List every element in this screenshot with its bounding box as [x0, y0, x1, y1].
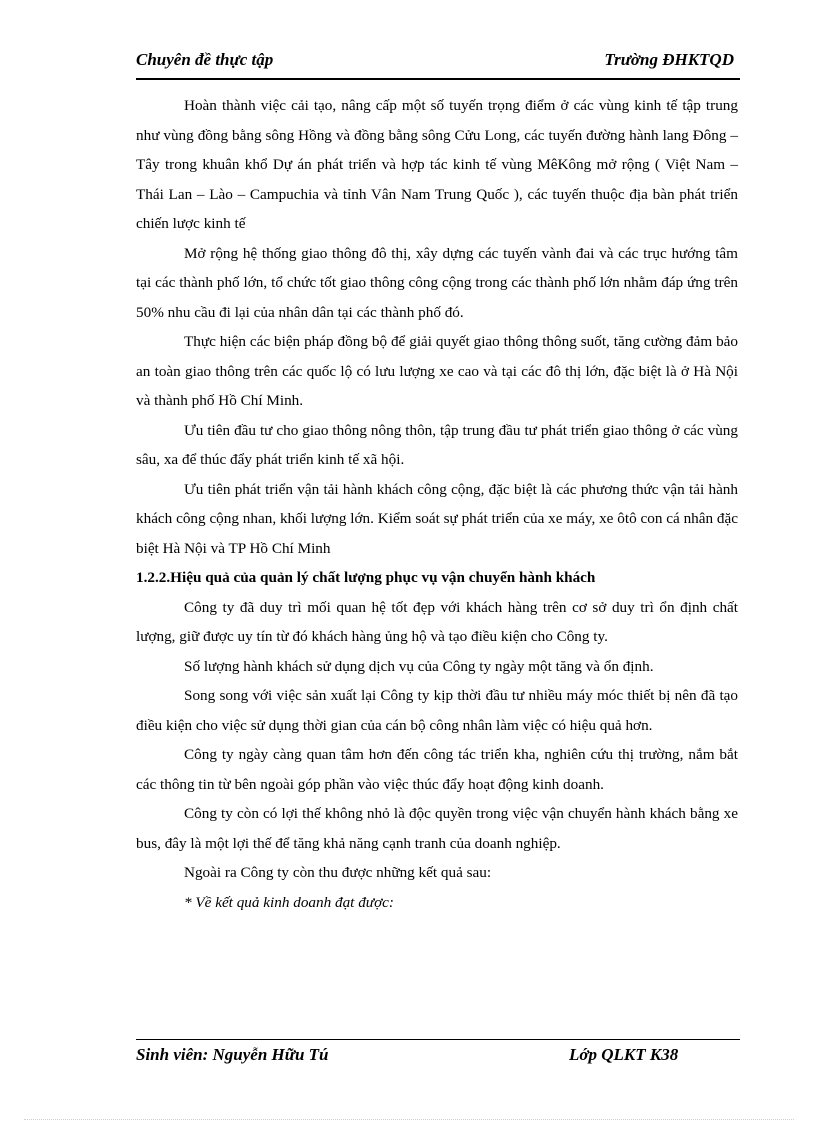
paragraph: Công ty ngày càng quan tâm hơn đến công tác triển kha, nghiên cứu thị trường, nắm bắt các thông tin từ bên ngoài góp phần vào việc thúc đẩy hoạt động kinh doanh. [136, 746, 738, 793]
header-document-title: Chuyên đề thực tập [136, 50, 274, 69]
page-bottom-edge [24, 1119, 794, 1120]
paragraph: Mở rộng hệ thống giao thông đô thị, xây dựng các tuyến vành đai và các trục hướng tâm tại các thành phố lớn, tổ chức tốt giao thông công cộng trong các thành phố lớn nhằm đáp ứng trên 50% nhu cầu đi lại của nhân dân tại các thành phố đó. [136, 244, 738, 321]
paragraph: Ưu tiên phát triển vận tải hành khách công cộng, đặc biệt là các phương thức vận tải hành khách công cộng nhan, khối lượng lớn. Kiểm soát sự phát triển của xe máy, xe ôtô con cá nhân đặc biệt Hà Nội và TP Hồ Chí Minh [136, 480, 738, 557]
paragraph: Số lượng hành khách sử dụng dịch vụ của Công ty ngày một tăng và ổn định. [184, 657, 654, 675]
footer-student-name: Sinh viên: Nguyễn Hữu Tú [136, 1045, 329, 1064]
page-header [136, 50, 740, 72]
document-body [136, 91, 738, 917]
footer-divider [136, 1039, 740, 1040]
paragraph: Công ty đã duy trì mối quan hệ tốt đẹp với khách hàng trên cơ sở duy trì ổn định chất lượng, giữ được uy tín từ đó khách hàng ủng hộ và tạo điều kiện cho Công ty. [136, 598, 738, 645]
header-school-name: Trường ĐHKTQD [604, 50, 734, 69]
paragraph: Thực hiện các biện pháp đồng bộ để giải quyết giao thông thông suốt, tăng cường đảm bảo an toàn giao thông trên các quốc lộ có lưu lượng xe cao và tại các đô thị lớn, đặc biệt là ở Hà Nội và thành phố Hồ Chí Minh. [136, 333, 738, 409]
paragraph: Song song với việc sản xuất lại Công ty kịp thời đầu tư nhiều máy móc thiết bị nên đã tạo điều kiện cho việc sử dụng thời gian của cán bộ công nhân làm việc có hiệu quả hơn. [136, 687, 738, 734]
paragraph: Công ty còn có lợi thế không nhỏ là độc quyền trong việc vận chuyển hành khách bằng xe bus, đây là một lợi thế để tăng khả năng cạnh tranh của doanh nghiệp. [136, 805, 738, 852]
paragraph: Hoàn thành việc cải tạo, nâng cấp một số tuyến trọng điểm ở các vùng kinh tế tập trung như vùng đồng bằng sông Hồng và đồng bằng sông Cửu Long, các tuyến đường hành lang Đông – Tây trong khuân khổ Dự án phát triển và hợp tác kinh tế vùng MêKông mở rộng ( Việt Nam – Thái Lan – Lào – Campuchia và tỉnh Vân Nam Trung Quốc ), các tuyến thuộc địa bàn phát triển chiến lược kinh tế [136, 97, 738, 232]
header-divider [136, 78, 740, 80]
paragraph: Ngoài ra Công ty còn thu được những kết quả sau: [184, 864, 492, 881]
page-footer [136, 1045, 740, 1067]
paragraph: Ưu tiên đầu tư cho giao thông nông thôn, tập trung đầu tư phát triển giao thông ở các vùng sâu, xa để thúc đẩy phát triển kinh tế xã hội. [136, 421, 738, 468]
italic-subheading: * Về kết quả kinh doanh đạt được: [184, 893, 394, 911]
footer-class-name: Lớp QLKT K38 [569, 1045, 679, 1064]
section-heading: 1.2.2.Hiệu quả của quản lý chất lượng phục vụ vận chuyển hành khách [136, 569, 596, 586]
